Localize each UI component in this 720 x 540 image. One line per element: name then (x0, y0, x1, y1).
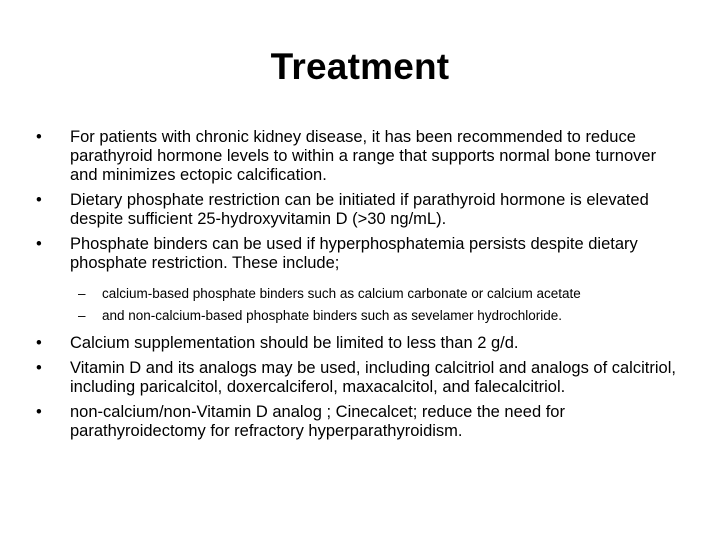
bullet-item (36, 191, 686, 229)
bullet-text: For patients with chronic kidney disease, it has been recommended to reduce parathyroid hormone levels to within a range that supports normal bone turnover and minimizes ectopic calcification. (70, 128, 657, 184)
bullet-item (36, 359, 686, 397)
slide-body (36, 128, 686, 447)
bullet-mark: • (36, 191, 42, 209)
bullet-mark: • (36, 334, 42, 352)
dash-mark: – (78, 286, 86, 301)
slide-title: Treatment (270, 46, 450, 87)
sub-bullet-list (36, 285, 686, 324)
bullet-text: Dietary phosphate restriction can be initiated if parathyroid hormone is elevated despite sufficient 25-hydroxyvitamin D (>30 ng/mL). (70, 191, 649, 228)
bullet-item (36, 334, 686, 353)
bullet-item (36, 235, 686, 273)
sub-bullet-item (70, 307, 686, 324)
bullet-text: Phosphate binders can be used if hyperphosphatemia persists despite dietary phosphate restriction. These include; (70, 235, 638, 272)
bullet-mark: • (36, 403, 42, 421)
bullet-text: Vitamin D and its analogs may be used, including calcitriol and analogs of calcitriol, including paricalcitol, doxercalciferol, maxacalcitol, and falecalcitriol. (70, 359, 676, 396)
sub-bullet-text: and non-calcium-based phosphate binders such as sevelamer hydrochloride. (102, 308, 563, 323)
bullet-text: Calcium supplementation should be limited to less than 2 g/d. (70, 334, 519, 352)
bullet-item (36, 128, 686, 185)
bullet-text: non-calcium/non-Vitamin D analog ; Cinecalcet; reduce the need for parathyroidectomy for refractory hyperparathyroidism. (70, 403, 565, 440)
bullet-mark: • (36, 359, 42, 377)
bullet-mark: • (36, 128, 42, 146)
sub-bullet-item (70, 285, 686, 302)
bullet-item (36, 403, 686, 441)
sub-bullet-text: calcium-based phosphate binders such as calcium carbonate or calcium acetate (102, 286, 581, 301)
dash-mark: – (78, 308, 86, 323)
bullet-mark: • (36, 235, 42, 253)
